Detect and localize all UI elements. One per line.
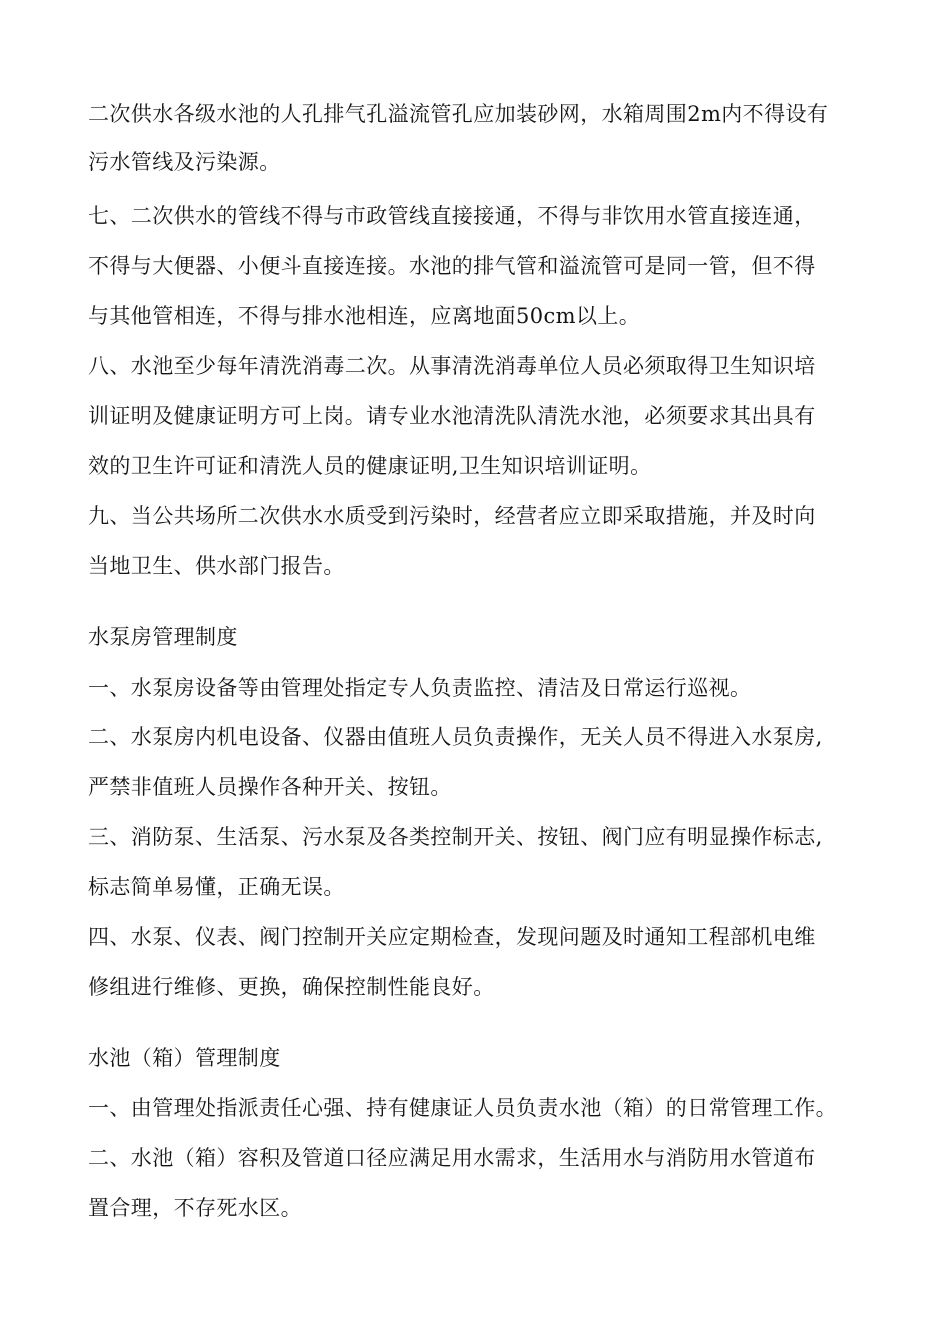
text-line: 一、水泵房设备等由管理处指定专人负责监控、清洁及日常运行巡视。 [88,676,752,700]
text-line: 二、水泵房内机电设备、仪器由值班人员负责操作，无关人员不得进入水泵房, [88,725,823,749]
text-line: 当地卫生、供水部门报告。 [88,554,345,578]
text-line: 二次供水各级水池的人孔排气孔溢流管孔应加装砂网，水箱周围2m内不得设有 [88,102,829,126]
text-line: 二、水池（箱）容积及管道口径应满足用水需求，生活用水与消防用水管道布 [88,1146,816,1170]
text-line: 八、水池至少每年清洗消毒二次。从事清洗消毒单位人员必须取得卫生知识培 [88,354,816,378]
section-heading-water-tank: 水池（箱）管理制度 [88,1046,281,1070]
text-line: 训证明及健康证明方可上岗。请专业水池清洗队清洗水池，必须要求其出具有 [88,404,816,428]
text-line: 污水管线及污染源。 [88,150,281,174]
text-line: 效的卫生许可证和清洗人员的健康证明,卫生知识培训证明。 [88,454,652,478]
text-line: 九、当公共场所二次供水水质受到污染时，经营者应立即采取措施，并及时向 [88,504,816,528]
text-line: 置合理，不存死水区。 [88,1196,302,1220]
text-line: 七、二次供水的管线不得与市政管线直接接通，不得与非饮用水管直接连通， [88,204,816,228]
text-line: 一、由管理处指派责任心强、持有健康证人员负责水池（箱）的日常管理工作。 [88,1096,837,1120]
text-line: 标志简单易懂，正确无误。 [88,875,345,899]
text-line: 修组进行维修、更换，确保控制性能良好。 [88,975,495,999]
text-line: 三、消防泵、生活泵、污水泵及各类控制开关、按钮、阀门应有明显操作标志, [88,825,823,849]
section-heading-pump-room: 水泵房管理制度 [88,625,238,649]
text-line: 与其他管相连，不得与排水池相连，应离地面50cm以上。 [88,304,641,328]
text-line: 四、水泵、仪表、阀门控制开关应定期检查，发现问题及时通知工程部机电维 [88,925,816,949]
text-line: 严禁非值班人员操作各种开关、按钮。 [88,775,452,799]
text-line: 不得与大便器、小便斗直接连接。水池的排气管和溢流管可是同一管，但不得 [88,254,816,278]
